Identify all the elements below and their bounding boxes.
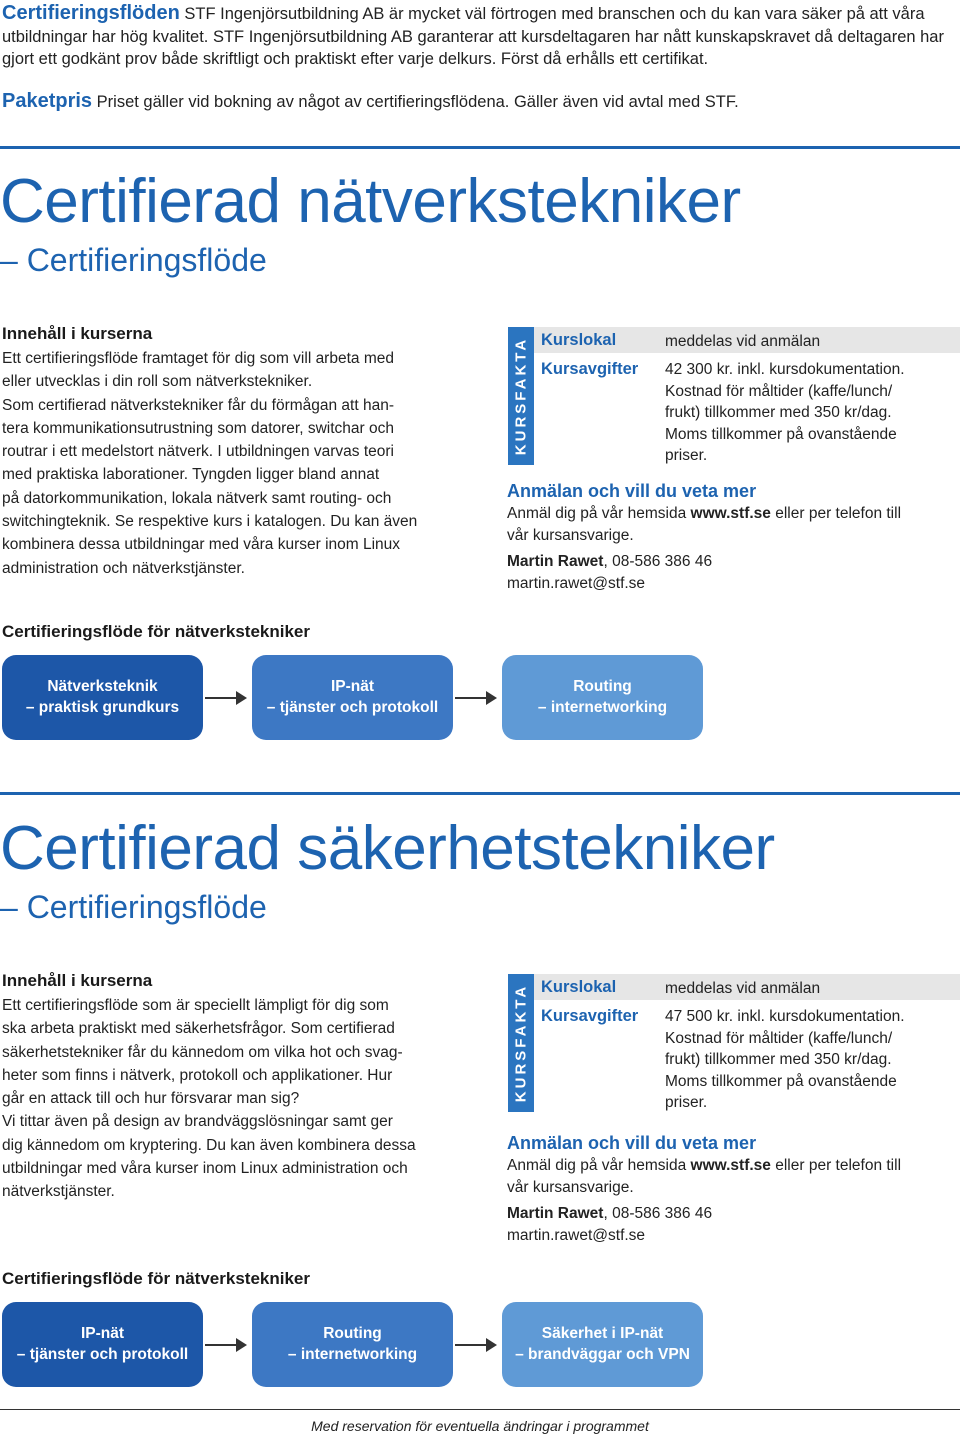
- content-line: kombinera dessa utbildningar med våra kurser inom Linux: [2, 536, 401, 554]
- contact-phone: , 08-586 386 46: [603, 1205, 713, 1222]
- flow-step-title: Routing: [573, 678, 632, 695]
- kurslokal-label: Kurslokal: [541, 978, 617, 996]
- anmalan-text: [507, 503, 957, 546]
- kursavgifter-line: Kostnad för måltider (kaffe/lunch/: [665, 1029, 893, 1047]
- kursavgifter-label: Kursavgifter: [541, 1007, 639, 1025]
- kursavgifter-value: [665, 1006, 955, 1114]
- paketpris-text: Priset gäller vid bokning av något av certifieringsflödena. Gäller även vid avtal med STF.: [96, 93, 739, 111]
- kursavgifter-line: priser.: [665, 447, 708, 464]
- content-line: switchingteknik. Se respektive kurs i katalogen. Du kan även: [2, 513, 418, 531]
- content-line: dig kännedom om kryptering. Du kan även kombinera dessa: [2, 1136, 416, 1154]
- content-line: administration och nätverkstjänster.: [2, 559, 245, 577]
- kursfakta-label: KURSFAKTA: [512, 336, 530, 456]
- content-line: ska arbeta praktiskt med säkerhetsfrågor. Som certifierad: [2, 1020, 395, 1038]
- content-heading: Innehåll i kurserna: [2, 971, 153, 990]
- kursavgifter-line: 42 300 kr. inkl. kursdokumentation.: [665, 361, 905, 378]
- footer-note: Med reservation för eventuella ändringar i programmet: [311, 1418, 649, 1434]
- kursavgifter-value: [665, 359, 955, 467]
- anmalan-pre: Anmäl dig på vår hemsida: [507, 1157, 691, 1174]
- flow-arrow: [205, 697, 245, 699]
- anmalan-pre: Anmäl dig på vår hemsida: [507, 505, 691, 522]
- intro-lead: Certifieringsflöden: [2, 2, 180, 24]
- website-link[interactable]: www.stf.se: [690, 1157, 771, 1174]
- flow-step-subtitle: – tjänster och protokoll: [266, 698, 439, 716]
- anmalan-line2: vår kursansvarige.: [507, 526, 634, 544]
- contact-email[interactable]: martin.rawet@stf.se: [507, 574, 646, 592]
- kursavgifter-line: priser.: [665, 1094, 708, 1111]
- intro-text: STF Ingenjörsutbildning AB är mycket väl förtrogen med branschen och du kan vara säker på att våra utbildningar har hög kvalitet. STF Ingenjörsutbildning AB garanterar att kursdeltagaren har nått kunskapskravet då deltagaren har gjort ett godkänt prov både skriftligt och praktiskt efter varje delkurs. Först då erhålls ett certifikat.: [2, 5, 944, 68]
- content-line: Som certifierad nätverkstekniker får du förmågan att han-: [2, 396, 394, 414]
- content-line: nätverkstjänster.: [2, 1183, 115, 1201]
- content-line: säkerhetstekniker får du kännedom om vilka hot och svag-: [2, 1043, 403, 1061]
- kurslokal-value: meddelas vid anmälan: [665, 980, 821, 997]
- flow-step-box[interactable]: [2, 1302, 203, 1387]
- intro-paragraph: [2, 2, 958, 71]
- content-line: routrar i ett medelstort nätverk. I utbildningen varvas teori: [2, 443, 394, 461]
- kursfakta-sidebar: [508, 327, 534, 465]
- flow-heading: Certifieringsflöde för nätverkstekniker: [2, 622, 310, 641]
- contact-phone: , 08-586 386 46: [603, 553, 713, 570]
- section-divider: [0, 792, 960, 795]
- flow-step-box[interactable]: [502, 655, 703, 740]
- content-line: utbildningar med våra kurser inom Linux administration och: [2, 1160, 408, 1178]
- kursavgifter-line: frukt) tillkommer med 350 kr/dag.: [665, 1051, 892, 1068]
- content-line: går en attack till och hur försvarar man sig?: [2, 1090, 300, 1108]
- content-line: på datorkommunikation, lokala nätverk samt routing- och: [2, 489, 392, 507]
- footer-divider: [0, 1409, 960, 1410]
- kursfakta-label: KURSFAKTA: [512, 983, 530, 1103]
- website-link[interactable]: www.stf.se: [690, 505, 771, 522]
- contact-block: [507, 551, 957, 594]
- flow-step-box[interactable]: [2, 655, 203, 740]
- flow-arrow: [205, 1344, 245, 1346]
- paketpris-paragraph: [2, 90, 958, 113]
- content-line: Vi tittar även på design av brandväggslösningar samt ger: [2, 1113, 393, 1131]
- flow-step-subtitle: – praktisk grundkurs: [25, 698, 180, 716]
- flow-step-title: IP-nät: [80, 1325, 125, 1342]
- contact-block: [507, 1203, 957, 1246]
- flow-heading: Certifieringsflöde för nätverkstekniker: [2, 1269, 310, 1288]
- contact-name: Martin Rawet: [507, 553, 604, 570]
- contact-name: Martin Rawet: [507, 1205, 604, 1222]
- content-heading: Innehåll i kurserna: [2, 324, 153, 343]
- flow-step-box[interactable]: [502, 1302, 703, 1387]
- flow-step-box[interactable]: [252, 655, 453, 740]
- flow-step-title: Säkerhet i IP-nät: [541, 1325, 664, 1342]
- kursavgifter-line: 47 500 kr. inkl. kursdokumentation.: [665, 1008, 905, 1025]
- section-title: Certifierad säkerhetstekniker: [0, 814, 775, 883]
- anmalan-line2: vår kursansvarige.: [507, 1178, 634, 1196]
- content-line: heter som finns i nätverk, protokoll och applikationer. Hur: [2, 1066, 393, 1084]
- kursfakta-sidebar: [508, 974, 534, 1112]
- paketpris-lead: Paketpris: [2, 90, 93, 112]
- kurslokal-label: Kurslokal: [541, 331, 617, 349]
- content-text: [2, 347, 462, 580]
- section-subtitle: – Certifieringsflöde: [0, 889, 267, 925]
- kursavgifter-label: Kursavgifter: [541, 360, 639, 378]
- kurslokal-value: meddelas vid anmälan: [665, 333, 821, 350]
- kursavgifter-line: frukt) tillkommer med 350 kr/dag.: [665, 404, 892, 421]
- flow-step-title: Routing: [323, 1325, 382, 1342]
- flow-step-subtitle: – internetworking: [287, 1345, 418, 1363]
- section-title: Certifierad nätverkstekniker: [0, 167, 741, 236]
- flow-step-subtitle: – internetworking: [537, 698, 668, 716]
- anmalan-post: eller per telefon till: [770, 505, 902, 522]
- anmalan-post: eller per telefon till: [770, 1157, 902, 1174]
- kursavgifter-line: Moms tillkommer på ovanstående: [665, 425, 897, 443]
- flow-step-box[interactable]: [252, 1302, 453, 1387]
- anmalan-heading: Anmälan och vill du veta mer: [507, 481, 757, 501]
- section-divider: [0, 146, 960, 149]
- content-line: Ett certifieringsflöde framtaget för dig som vill arbeta med: [2, 350, 394, 367]
- content-text: [2, 994, 462, 1204]
- flow-step-title: IP-nät: [330, 678, 375, 695]
- kursavgifter-line: Moms tillkommer på ovanstående: [665, 1072, 897, 1090]
- contact-email[interactable]: martin.rawet@stf.se: [507, 1226, 646, 1244]
- flow-step-subtitle: – tjänster och protokoll: [16, 1345, 189, 1363]
- anmalan-text: [507, 1155, 957, 1198]
- flow-step-subtitle: – brandväggar och VPN: [515, 1345, 690, 1363]
- content-line: eller utvecklas i din roll som nätverkstekniker.: [2, 373, 313, 391]
- content-line: med praktiska laborationer. Tyngden ligger bland annat: [2, 466, 380, 484]
- flow-step-title: Nätverksteknik: [47, 678, 158, 695]
- flow-arrow: [455, 1344, 495, 1346]
- kursavgifter-line: Kostnad för måltider (kaffe/lunch/: [665, 382, 893, 400]
- section-subtitle: – Certifieringsflöde: [0, 242, 267, 278]
- content-line: tera kommunikationsutrustning som datorer, switchar och: [2, 419, 394, 437]
- flow-arrow: [455, 697, 495, 699]
- anmalan-heading: Anmälan och vill du veta mer: [507, 1133, 757, 1153]
- content-line: Ett certifieringsflöde som är speciellt lämpligt för dig som: [2, 997, 389, 1014]
